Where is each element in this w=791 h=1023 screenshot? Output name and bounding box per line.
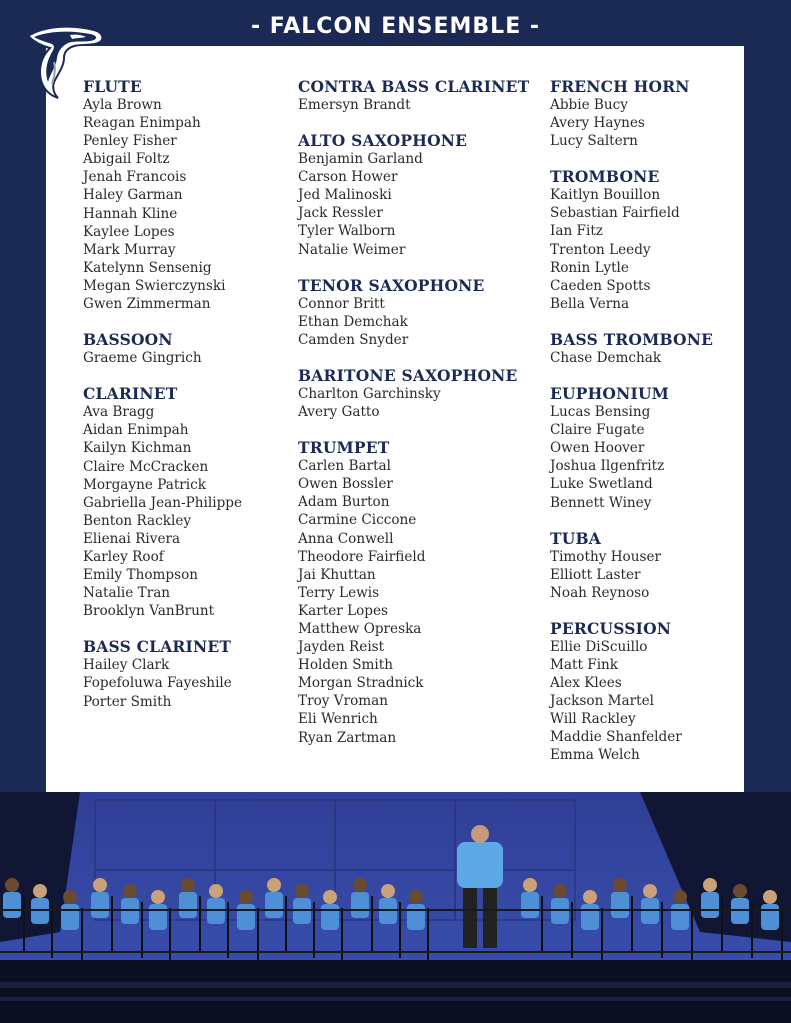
instrument-section xyxy=(550,331,740,367)
section-heading: PERCUSSION xyxy=(550,618,672,638)
member-name: Haley Garman xyxy=(83,187,183,204)
member-list xyxy=(550,638,740,765)
member-name: Graeme Gingrich xyxy=(83,350,202,367)
musician-head xyxy=(209,884,223,898)
section-heading: BASSOON xyxy=(83,330,173,350)
member-name: Brooklyn VanBrunt xyxy=(83,603,215,620)
member-name: Caeden Spotts xyxy=(550,277,651,294)
musician xyxy=(265,892,283,918)
page-title: - FALCON ENSEMBLE - xyxy=(250,14,541,39)
falcon-head-icon xyxy=(24,22,106,102)
musician xyxy=(407,904,425,930)
member-list xyxy=(550,96,740,150)
musician-head xyxy=(33,884,47,898)
musician-head xyxy=(123,884,137,898)
musician xyxy=(321,904,339,930)
member-name: Elienai Rivera xyxy=(83,530,181,547)
member-name: Avery Haynes xyxy=(550,115,645,132)
member-name: Fopefoluwa Fayeshile xyxy=(83,675,232,692)
member-list xyxy=(298,96,543,114)
member-list xyxy=(298,457,543,747)
member-name: Owen Bossler xyxy=(298,476,393,493)
member-name: Jayden Reist xyxy=(298,639,385,656)
falcon-logo xyxy=(24,22,106,102)
section-heading: BARITONE SAXOPHONE xyxy=(298,365,518,385)
member-name: Claire McCracken xyxy=(83,458,209,475)
instrument-section xyxy=(83,638,293,710)
instrument-section xyxy=(298,277,543,349)
member-name: Ava Bragg xyxy=(83,404,155,421)
member-name: Jackson Martel xyxy=(550,693,655,710)
musician-head xyxy=(409,890,423,904)
instrument-section xyxy=(83,385,293,620)
member-name: Jed Malinoski xyxy=(298,187,392,204)
member-name: Timothy Houser xyxy=(550,548,662,565)
section-heading: EUPHONIUM xyxy=(550,384,670,404)
musician-head xyxy=(295,884,309,898)
musician xyxy=(761,904,779,930)
member-name: Megan Swierczynski xyxy=(83,277,226,294)
member-list xyxy=(83,656,293,710)
member-name: Carmine Ciccone xyxy=(298,512,417,529)
member-name: Karley Roof xyxy=(83,548,164,565)
member-name: Matthew Opreska xyxy=(298,620,422,637)
member-name: Jenah Francois xyxy=(83,169,187,186)
member-name: Kaitlyn Bouillon xyxy=(550,187,661,204)
section-heading: TRUMPET xyxy=(298,438,390,458)
member-name: Ethan Demchak xyxy=(298,313,408,330)
member-name: Holden Smith xyxy=(298,657,393,674)
musician xyxy=(149,904,167,930)
member-name: Camden Snyder xyxy=(298,331,409,348)
member-name: Aidan Enimpah xyxy=(83,422,189,439)
instrument-section xyxy=(83,78,293,313)
musician xyxy=(3,892,21,918)
member-list xyxy=(298,150,543,259)
member-name: Benjamin Garland xyxy=(298,151,423,168)
instrument-section xyxy=(550,385,740,512)
member-name: Connor Britt xyxy=(298,295,385,312)
section-heading: BASS CLARINET xyxy=(83,637,232,657)
musician xyxy=(61,904,79,930)
member-name: Morgan Stradnick xyxy=(298,675,424,692)
member-name: Abigail Foltz xyxy=(83,151,170,168)
member-name: Reagan Enimpah xyxy=(83,115,201,132)
member-name: Porter Smith xyxy=(83,693,172,710)
musician-head xyxy=(151,890,165,904)
musician-head xyxy=(267,878,281,892)
member-name: Claire Fugate xyxy=(550,422,645,439)
member-name: Hailey Clark xyxy=(83,657,170,674)
roster-column-1 xyxy=(83,78,293,729)
member-name: Troy Vroman xyxy=(298,693,388,710)
member-name: Karter Lopes xyxy=(298,602,389,619)
member-name: Ian Fitz xyxy=(550,223,603,240)
musician-head xyxy=(353,878,367,892)
member-name: Lucy Saltern xyxy=(550,133,638,150)
musician xyxy=(671,904,689,930)
roster-panel xyxy=(46,46,744,792)
member-name: Gabriella Jean-Philippe xyxy=(83,494,243,511)
instrument-section xyxy=(298,367,543,421)
member-name: Carson Hower xyxy=(298,169,398,186)
member-list xyxy=(550,403,740,512)
member-name: Abbie Bucy xyxy=(550,97,628,113)
member-name: Jack Ressler xyxy=(298,205,383,222)
section-heading: BASS TROMBONE xyxy=(550,329,714,349)
member-name: Benton Rackley xyxy=(83,512,192,529)
member-name: Kaylee Lopes xyxy=(83,223,175,240)
musician xyxy=(237,904,255,930)
musician-head xyxy=(703,878,717,892)
member-name: Avery Gatto xyxy=(298,404,380,421)
musician-head xyxy=(553,884,567,898)
member-name: Will Rackley xyxy=(550,711,636,728)
member-name: Owen Hoover xyxy=(550,440,645,457)
member-name: Tyler Walborn xyxy=(298,223,396,240)
instrument-section xyxy=(83,331,293,367)
member-name: Ronin Lytle xyxy=(550,259,629,276)
member-name: Katelynn Sensenig xyxy=(83,259,212,276)
instrument-section xyxy=(550,168,740,313)
member-name: Terry Lewis xyxy=(298,584,380,601)
musician-head xyxy=(63,890,77,904)
section-heading: ALTO SAXOPHONE xyxy=(298,131,468,151)
section-heading: CLARINET xyxy=(83,384,178,404)
member-name: Joshua Ilgenfritz xyxy=(550,458,665,475)
member-name: Noah Reynoso xyxy=(550,584,650,601)
member-list xyxy=(83,96,293,313)
member-list xyxy=(550,186,740,313)
member-name: Natalie Weimer xyxy=(298,241,406,258)
musician-head xyxy=(673,890,687,904)
member-name: Carlen Bartal xyxy=(298,458,391,475)
musician xyxy=(701,892,719,918)
musician-head xyxy=(733,884,747,898)
member-name: Penley Fisher xyxy=(83,133,177,150)
member-name: Morgayne Patrick xyxy=(83,476,207,493)
section-heading: CONTRA BASS CLARINET xyxy=(298,77,530,96)
roster-column-2 xyxy=(298,78,543,765)
member-list xyxy=(298,385,543,421)
instrument-section xyxy=(298,439,543,747)
musician-head xyxy=(523,878,537,892)
member-list xyxy=(550,349,740,367)
musician xyxy=(351,892,369,918)
instrument-section xyxy=(550,620,740,765)
member-list xyxy=(298,295,543,349)
member-name: Ayla Brown xyxy=(83,97,162,113)
member-name: Theodore Fairfield xyxy=(298,548,426,565)
member-name: Eli Wenrich xyxy=(298,711,378,728)
member-name: Hannah Kline xyxy=(83,205,178,222)
member-name: Emily Thompson xyxy=(83,567,199,584)
member-name: Bella Verna xyxy=(550,295,630,312)
member-name: Maddie Shanfelder xyxy=(550,729,682,746)
member-name: Ellie DiScuillo xyxy=(550,638,648,655)
section-heading: TUBA xyxy=(550,528,601,548)
section-heading: FLUTE xyxy=(83,77,142,96)
member-name: Chase Demchak xyxy=(550,349,662,366)
musician xyxy=(611,892,629,918)
musician-head xyxy=(613,878,627,892)
musician-head xyxy=(643,884,657,898)
musician xyxy=(521,892,539,918)
musician-head xyxy=(763,890,777,904)
member-list xyxy=(83,349,293,367)
section-heading: TROMBONE xyxy=(550,167,660,187)
member-list xyxy=(550,548,740,602)
member-name: Bennett Winey xyxy=(550,494,652,511)
member-name: Lucas Bensing xyxy=(550,404,651,421)
musician-head xyxy=(583,890,597,904)
musician-head xyxy=(239,890,253,904)
instrument-section xyxy=(550,78,740,150)
musician xyxy=(581,904,599,930)
member-name: Ryan Zartman xyxy=(298,729,397,746)
member-name: Sebastian Fairfield xyxy=(550,205,680,222)
member-list xyxy=(83,403,293,620)
member-name: Trenton Leedy xyxy=(550,241,651,258)
musician-head xyxy=(323,890,337,904)
member-name: Emma Welch xyxy=(550,747,640,764)
section-heading: FRENCH HORN xyxy=(550,77,690,96)
ensemble-performance-photo xyxy=(0,792,791,1023)
member-name: Anna Conwell xyxy=(298,530,394,547)
musician-head xyxy=(181,878,195,892)
musician-head xyxy=(5,878,19,892)
musician xyxy=(91,892,109,918)
roster-column-3 xyxy=(550,78,740,783)
member-name: Adam Burton xyxy=(298,494,390,511)
member-name: Natalie Tran xyxy=(83,585,171,602)
member-name: Elliott Laster xyxy=(550,566,641,583)
instrument-section xyxy=(298,132,543,259)
musician-head xyxy=(93,878,107,892)
member-name: Charlton Garchinsky xyxy=(298,385,441,402)
member-name: Emersyn Brandt xyxy=(298,97,411,113)
member-name: Alex Klees xyxy=(550,675,622,692)
instrument-section xyxy=(550,530,740,602)
musician-head xyxy=(381,884,395,898)
section-heading: TENOR SAXOPHONE xyxy=(298,275,485,295)
member-name: Mark Murray xyxy=(83,241,176,258)
member-name: Kailyn Kichman xyxy=(83,440,192,457)
member-name: Jai Khuttan xyxy=(298,566,376,583)
musician xyxy=(179,892,197,918)
instrument-section xyxy=(298,78,543,114)
member-name: Gwen Zimmerman xyxy=(83,296,211,313)
member-name: Matt Fink xyxy=(550,656,619,673)
member-name: Luke Swetland xyxy=(550,476,653,493)
